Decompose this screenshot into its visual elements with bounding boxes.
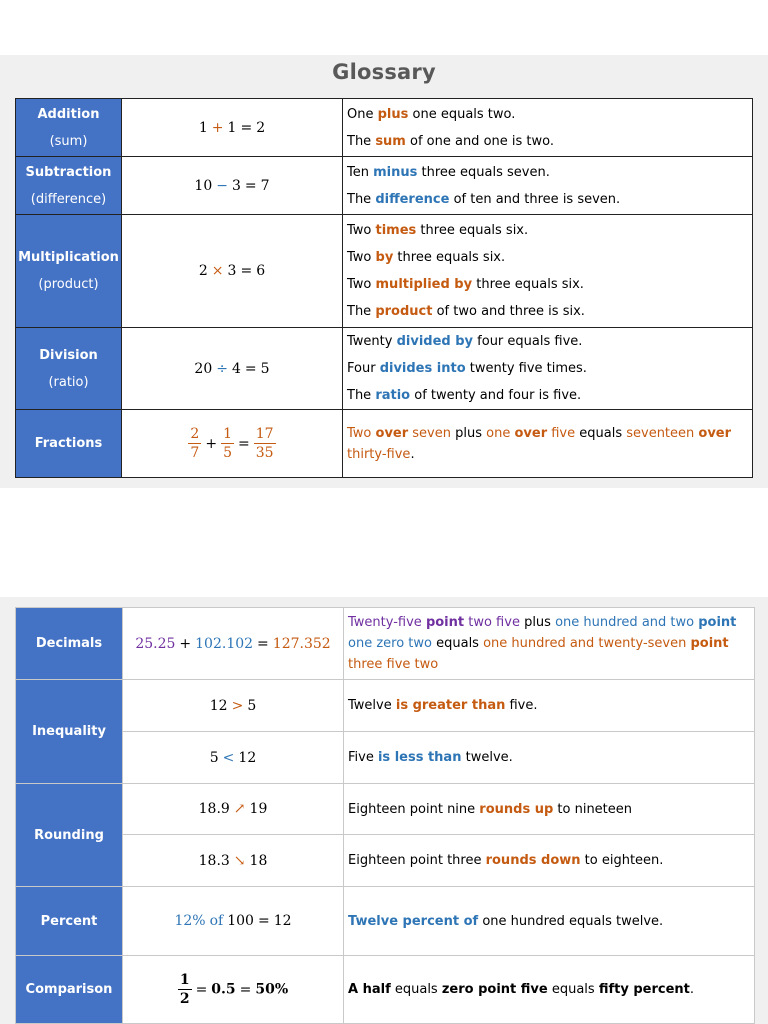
example-percent: Twelve percent of one hundred equals twelve. <box>344 887 755 956</box>
expression-division: 20 ÷ 4 = 5 <box>122 328 343 410</box>
term-subtraction: Subtraction (difference) <box>16 157 122 215</box>
expression-multiplication: 2 × 3 = 6 <box>122 215 343 328</box>
term-inequality: Inequality <box>16 680 123 784</box>
glossary-table-more-terms <box>15 607 755 1024</box>
table-row-inequality-greater <box>16 680 755 732</box>
example-multiplication: Two times three equals six. Two by three equals six. Two multiplied by three equals six. The product of two and three is six. <box>343 215 753 328</box>
example-less-than: Five is less than twelve. <box>344 732 755 784</box>
table-row-comparison <box>16 956 755 1024</box>
term-decimals: Decimals <box>16 608 123 680</box>
arrow-up-right-icon: ↗ <box>233 801 246 817</box>
table-row-addition <box>16 99 753 157</box>
table-row-percent <box>16 887 755 956</box>
example-subtraction: Ten minus three equals seven. The difference of ten and three is seven. <box>343 157 753 215</box>
arrow-down-right-icon: ↘ <box>233 852 246 869</box>
expression-decimals: 25.25 + 102.102 = 127.352 <box>123 608 344 680</box>
table-row-division <box>16 328 753 410</box>
example-addition: One plus one equals two. The sum of one and one is two. <box>343 99 753 157</box>
example-rounds-down: Eighteen point three rounds down to eighteen. <box>344 835 755 887</box>
table-row-rounding-down <box>16 835 755 887</box>
example-greater-than: Twelve is greater than five. <box>344 680 755 732</box>
term-fractions: Fractions <box>16 410 122 478</box>
example-division: Twenty divided by four equals five. Four divides into twenty five times. The ratio of twenty and four is five. <box>343 328 753 410</box>
table-row-rounding-up <box>16 784 755 835</box>
expression-percent: 12% of 100 = 12 <box>123 887 344 956</box>
table-row-fractions <box>16 410 753 478</box>
expression-subtraction: 10 − 3 = 7 <box>122 157 343 215</box>
expression-fractions: $\frac{2}{7}$ + $\frac{1}{5}$ = $\frac{17}{35}$ <box>122 410 343 478</box>
table-row-multiplication <box>16 215 753 328</box>
table-row-inequality-less <box>16 732 755 784</box>
term-percent: Percent <box>16 887 123 956</box>
glossary-title: Glossary <box>332 60 436 84</box>
expression-addition: 1 + 1 = 2 <box>122 99 343 157</box>
table-row-decimals <box>16 608 755 680</box>
term-comparison: Comparison <box>16 956 123 1024</box>
expression-less-than: 5 < 12 <box>123 732 344 784</box>
expression-rounds-up: 18.9 ↗ 19 <box>123 784 344 835</box>
glossary-table-basic-operations <box>15 98 753 478</box>
table-row-subtraction <box>16 157 753 215</box>
example-rounds-up: Eighteen point nine rounds up to nineteen <box>344 784 755 835</box>
example-fractions: Two over seven plus one over five equals seventeen over thirty-five. <box>343 410 753 478</box>
example-comparison: A half equals zero point five equals fifty percent. <box>344 956 755 1024</box>
expression-comparison: $\frac{1}{2}$ = 0.5 = 50% <box>123 956 344 1024</box>
expression-greater-than: 12 > 5 <box>123 680 344 732</box>
expression-rounds-down: 18.3 ↘ 18 <box>123 835 344 887</box>
term-rounding: Rounding <box>16 784 123 887</box>
term-division: Division (ratio) <box>16 328 122 410</box>
term-addition: Addition (sum) <box>16 99 122 157</box>
term-multiplication: Multiplication (product) <box>16 215 122 328</box>
example-decimals: Twenty-five point two five plus one hundred and two point one zero two equals one hundred and twenty-seven point three five two <box>344 608 755 680</box>
